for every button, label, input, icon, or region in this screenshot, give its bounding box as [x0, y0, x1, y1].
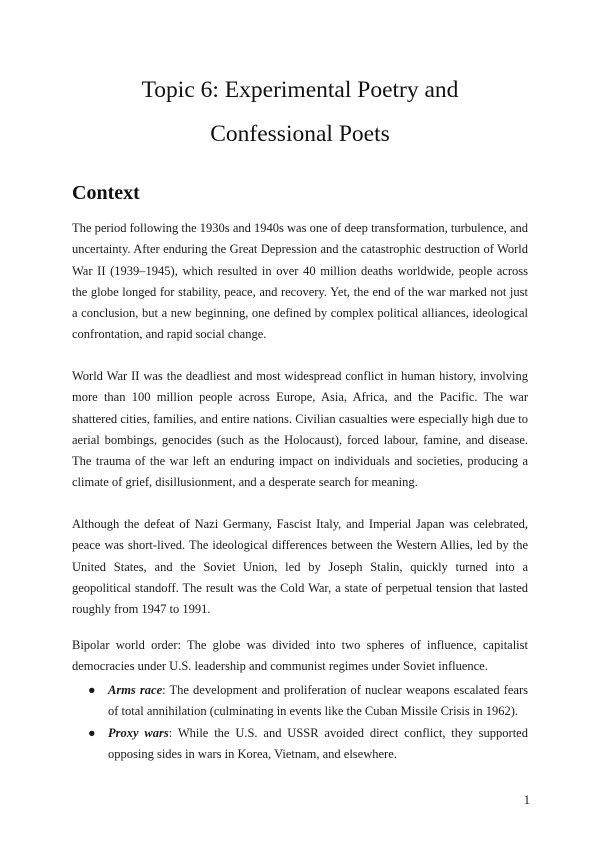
- paragraph-world-war-ii: World War II was the deadliest and most widespread conflict in human history, involving more than 100 million people across Europe, Asia, Africa, and the Pacific. The war shattered cities, families, and entire nations. Civilian casualties were especially high due to aerial bombings, genocides (such as the Holocaust), forced labour, famine, and disease. The trauma of the war left an enduring impact on individuals and societies, producing a climate of grief, disillusionment, and a desperate search for meaning.: [72, 369, 528, 490]
- bullet-list: [72, 680, 528, 765]
- paragraph-postwar-period: The period following the 1930s and 1940s was one of deep transformation, turbulence, and uncertainty. After enduring the Great Depression and the catastrophic destruction of World War II (1939–1945), which resulted in over 40 million deaths worldwide, people across the globe longed for stability, peace, and recovery. Yet, the end of the war marked not just a conclusion, but a new beginning, one defined by complex political alliances, ideological confrontation, and rapid social change.: [72, 221, 528, 342]
- page-title-line-1: Topic 6: Experimental Poetry and: [141, 77, 459, 103]
- bullet-term: Arms race: [108, 683, 163, 697]
- bullet-point-icon: ●: [88, 683, 96, 697]
- section-heading-context: Context: [72, 182, 140, 204]
- paragraph-cold-war: Although the defeat of Nazi Germany, Fascist Italy, and Imperial Japan was celebrated, peace was short-lived. The ideological differences between the Western Allies, led by the United States, and the Soviet Union, led by Joseph Stalin, quickly turned into a geopolitical standoff. The result was the Cold War, a state of perpetual tension that lasted roughly from 1947 to 1991.: [72, 517, 528, 617]
- page-number: 1: [523, 793, 530, 807]
- bullet-item-proxy-wars: [72, 723, 528, 766]
- page-title-line-2: Confessional Poets: [210, 121, 390, 147]
- bullet-term: Proxy wars: [108, 725, 169, 740]
- bullet-point-icon: ●: [88, 725, 96, 740]
- bullet-item-arms-race: [72, 680, 528, 723]
- bullet-text: : While the U.S. and USSR avoided direct conflict, they supported opposing sides in wars in Korea, Vietnam, and elsewhere.: [108, 725, 528, 761]
- bullet-text: : The development and proliferation of nuclear weapons escalated fears of total annihilation (culminating in events like the Cuban Missile Crisis in 1962).: [108, 683, 528, 719]
- paragraph-bipolar-world-order: Bipolar world order: The globe was divided into two spheres of influence, capitalist democracies under U.S. leadership and communist regimes under Soviet influence.: [72, 638, 528, 674]
